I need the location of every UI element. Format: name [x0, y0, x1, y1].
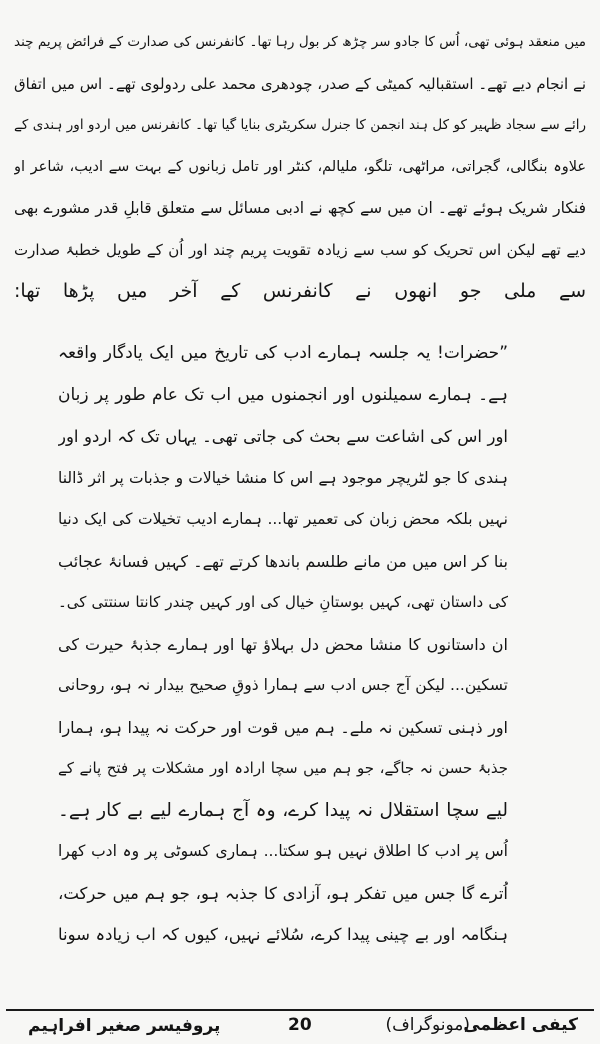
block-quote — [58, 333, 508, 956]
quote-line: جذبۂ حسن نہ جاگے، جو ہم میں سچا ارادہ اور مشکلات پر فتح پانے کے — [58, 759, 508, 777]
paragraph-line: علاوہ بنگالی، گجراتی، مراٹھی، تلگو، ملیالم، کنٹر اور تامل زبانوں کے بہت سے ادیب، شاعر او — [14, 158, 586, 175]
quote-line: ان داستانوں کا منشا محض دل بہلاؤ تھا اور ہمارے جذبۂ حیرت کی — [58, 634, 508, 654]
paragraph-line: رائے سے سجاد ظہیر کو کل ہند انجمن کا جنرل سکریٹری بنایا گیا تھا۔ کانفرنس میں اردو اور ہندی کے — [14, 117, 586, 133]
quote-line: تسکین... لیکن آج جس ادب سے ہمارا ذوقِ صحیح بیدار نہ ہو، روحانی — [58, 676, 508, 694]
paragraph-line: سے ملی جو انھوں نے کانفرنس کے آخر میں پڑھا تھا: — [14, 280, 586, 302]
quote-line: اور ذہنی تسکین نہ ملے۔ ہم میں قوت اور حرکت نہ پیدا ہو، ہمارا — [58, 717, 508, 737]
paragraph-line: دیے تھے لیکن اس تحریک کو سب سے زیادہ تقویت پریم چند اور اُن کے طویل خطبۂ صدارت — [14, 240, 586, 259]
quote-line: ہندی کا جو لٹریچر موجود ہے اس کا منشا خیالات و جذبات پر اثر ڈالنا — [58, 468, 508, 487]
quote-line: لیے سچا استقلال نہ پیدا کرے، وہ آج ہمارے لیے بے کار ہے۔ — [58, 799, 508, 821]
footer-book-title: کیفی اعظمی — [463, 1015, 578, 1035]
paragraph — [14, 22, 586, 313]
paragraph-line: فنکار شریک ہوئے تھے۔ ان میں سے کچھ نے ادبی مسائل سے متعلق قابلِ قدر مشورے بھی — [14, 199, 586, 217]
quote-line: ہے۔ ہمارے سمیلنوں اور انجمنوں میں اب تک عام طور پر زبان — [58, 384, 508, 405]
quote-line: اُس پر ادب کا اطلاق نہیں ہو سکتا... ہماری کسوٹی پر وہ ادب کھرا — [58, 842, 508, 860]
quote-line: اور اس کی اشاعت سے بحث کی جاتی تھی۔ یہاں تک کہ اردو اور — [58, 427, 508, 446]
paragraph-line: میں منعقد ہوئی تھی، اُس کا جادو سر چڑھ کر بول رہا تھا۔ کانفرنس کی صدارت کے فرائض پریم چند — [14, 34, 586, 50]
quote-line: نہیں بلکہ محض زبان کی تعمیر تھا... ہمارے ادیب تخیلات کی ایک دنیا — [58, 510, 508, 528]
footer-author: پروفیسر صغیر افراہیم — [28, 1016, 221, 1036]
quote-line: ہنگامہ اور بے چینی پیدا کرے، سُلائے نہیں، کیوں کہ اب زیادہ سونا — [58, 925, 508, 944]
quote-line: کی داستان تھی، کہیں بوستانِ خیال کی اور کہیں چندر کانتا سنتتی کی۔ — [58, 593, 508, 611]
page-footer — [10, 1011, 590, 1041]
quote-line: بنا کر اس میں من مانے طلسم باندھا کرتے تھے۔ کہیں فسانۂ عجائب — [58, 551, 508, 571]
footer-book-subtitle: (مونوگراف) — [385, 1015, 470, 1035]
quote-line: اُترے گا جس میں تفکر ہو، آزادی کا جذبہ ہو، جو ہم میں حرکت، — [58, 883, 508, 903]
paragraph-line: نے انجام دیے تھے۔ استقبالیہ کمیٹی کے صدر، چودھری محمد علی ردولوی تھے۔ اس میں اتفاق — [14, 74, 586, 93]
quote-line: ”حضرات! یہ جلسہ ہمارے ادب کی تاریخ میں ایک یادگار واقعہ — [58, 343, 508, 363]
page-number: 20 — [288, 1015, 312, 1035]
